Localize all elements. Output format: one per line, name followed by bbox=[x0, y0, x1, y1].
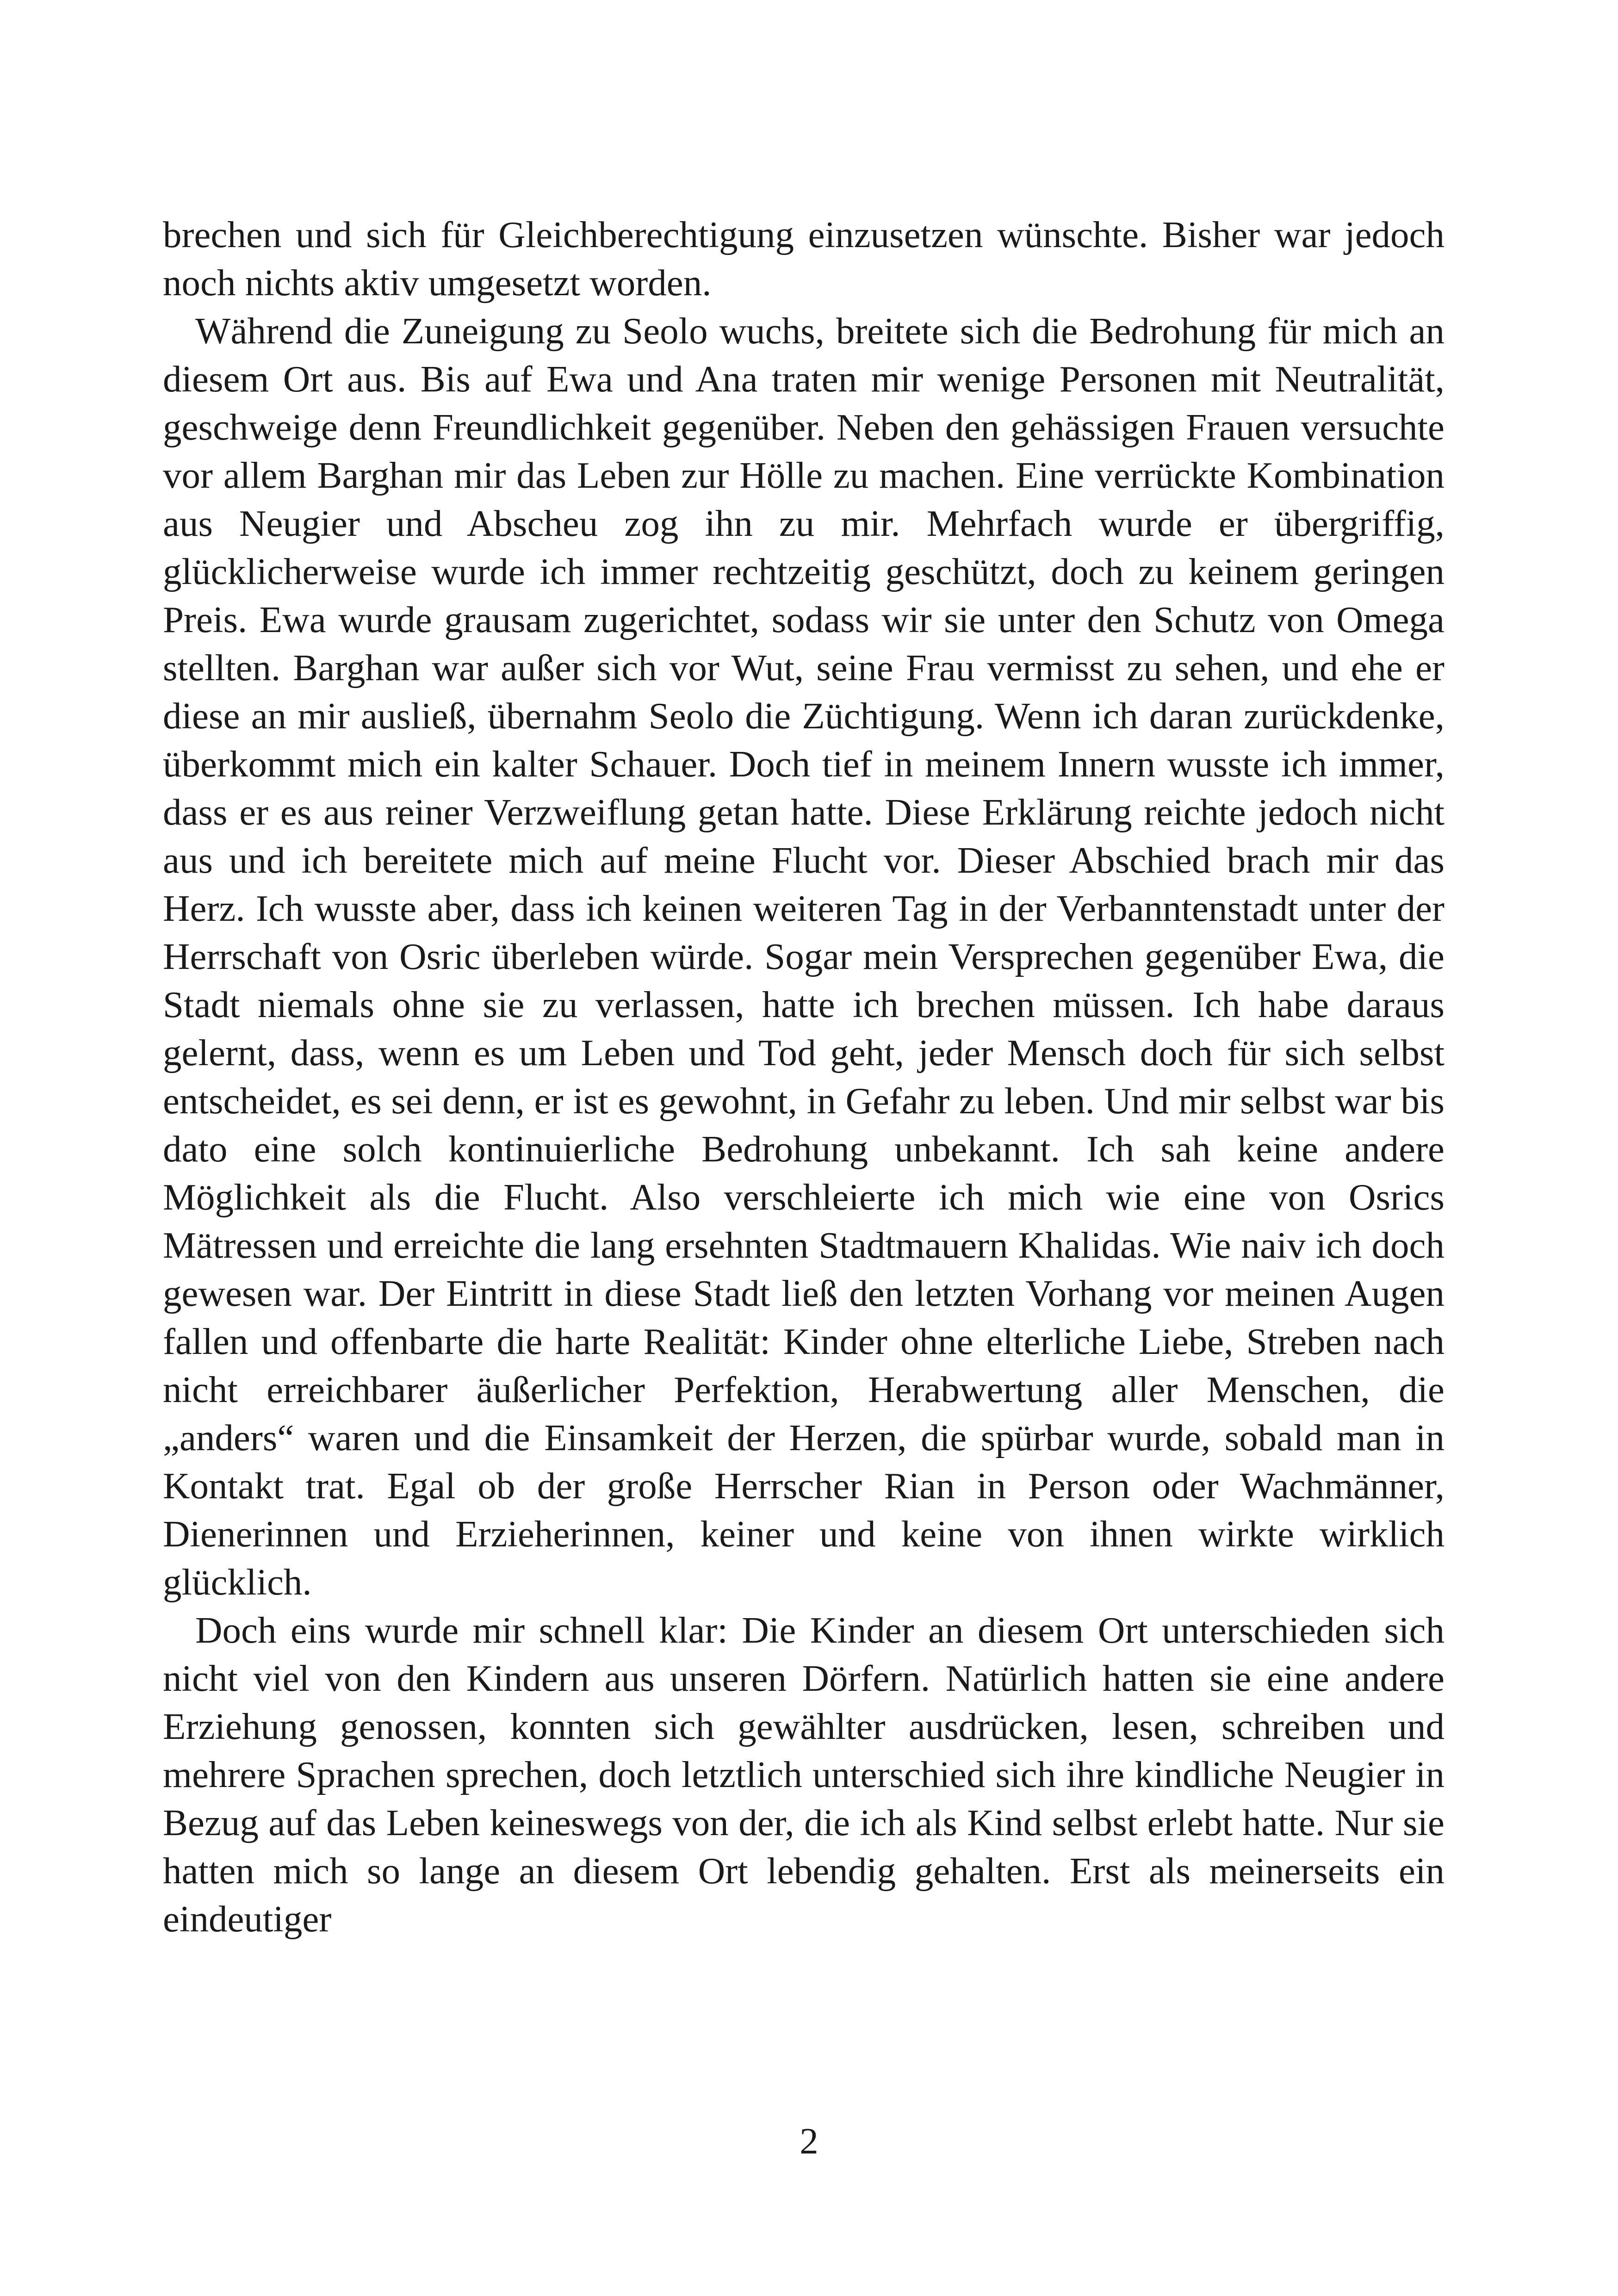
paragraph: Während die Zuneigung zu Seolo wuchs, breitete sich die Bedrohung für mich an diesem Ort aus. Bis auf Ewa und Ana traten mir wenige Personen mit Neutralität, geschweige denn Freundlichkeit gegenüber. Neben den gehässigen Frauen versuchte vor allem Barghan mir das Leben zur Hölle zu machen. Eine verrückte Kombination aus Neugier und Abscheu zog ihn zu mir. Mehrfach wurde er übergriffig, glücklicherweise wurde ich immer rechtzeitig geschützt, doch zu keinem geringen Preis. Ewa wurde grausam zugerichtet, sodass wir sie unter den Schutz von Omega stellten. Barghan war außer sich vor Wut, seine Frau vermisst zu sehen, und ehe er diese an mir ausließ, übernahm Seolo die Züchtigung. Wenn ich daran zurückdenke, überkommt mich ein kalter Schauer. Doch tief in meinem Innern wusste ich immer, dass er es aus reiner Verzweiflung getan hatte. Diese Erklärung reichte jedoch nicht aus und ich bereitete mich auf meine Flucht vor. Dieser Abschied brach mir das Herz. Ich wusste aber, dass ich keinen weiteren Tag in der Verbanntenstadt unter der Herrschaft von Osric überleben würde. Sogar mein Versprechen gegenüber Ewa, die Stadt niemals ohne sie zu verlassen, hatte ich brechen müssen. Ich habe daraus gelernt, dass, wenn es um Leben und Tod geht, jeder Mensch doch für sich selbst entscheidet, es sei denn, er ist es gewohnt, in Gefahr zu leben. Und mir selbst war bis dato eine solch kontinuierliche Bedrohung unbekannt. Ich sah keine andere Möglichkeit als die Flucht. Also verschleierte ich mich wie eine von Osrics Mätressen und erreichte die lang ersehnten Stadtmauern Khalidas. Wie naiv ich doch gewesen war. Der Eintritt in diese Stadt ließ den letzten Vorhang vor meinen Augen fallen und offenbarte die harte Realität: Kinder ohne elterliche Liebe, Streben nach nicht erreichbarer äußerlicher Perfektion, Herabwertung aller Menschen, die „anders“ waren und die Einsamkeit der Herzen, die spürbar wurde, sobald man in Kontakt trat. Egal ob der große Herrscher Rian in Person oder Wachmänner, Dienerinnen und Erzieherinnen, keiner und keine von ihnen wirkte wirklich glücklich. bbox=[163, 310, 1444, 1603]
page-number: 2 bbox=[800, 2120, 818, 2162]
paragraph-continued: brechen und sich für Gleichberechtigung einzusetzen wünschte. Bisher war jedoch noch nichts aktiv umgesetzt worden. bbox=[163, 214, 1444, 304]
body-text bbox=[163, 211, 1444, 1943]
paragraph: Doch eins wurde mir schnell klar: Die Kinder an diesem Ort unterschieden sich nicht viel von den Kindern aus unseren Dörfern. Natürlich hatten sie eine andere Erziehung genossen, konnten sich gewählter ausdrücken, lesen, schreiben und mehrere Sprachen sprechen, doch letztlich unterschied sich ihre kindliche Neugier in Bezug auf das Leben keineswegs von der, die ich als Kind selbst erlebt hatte. Nur sie hatten mich so lange an diesem Ort lebendig gehalten. Erst als meinerseits ein eindeutiger bbox=[163, 1609, 1444, 1940]
